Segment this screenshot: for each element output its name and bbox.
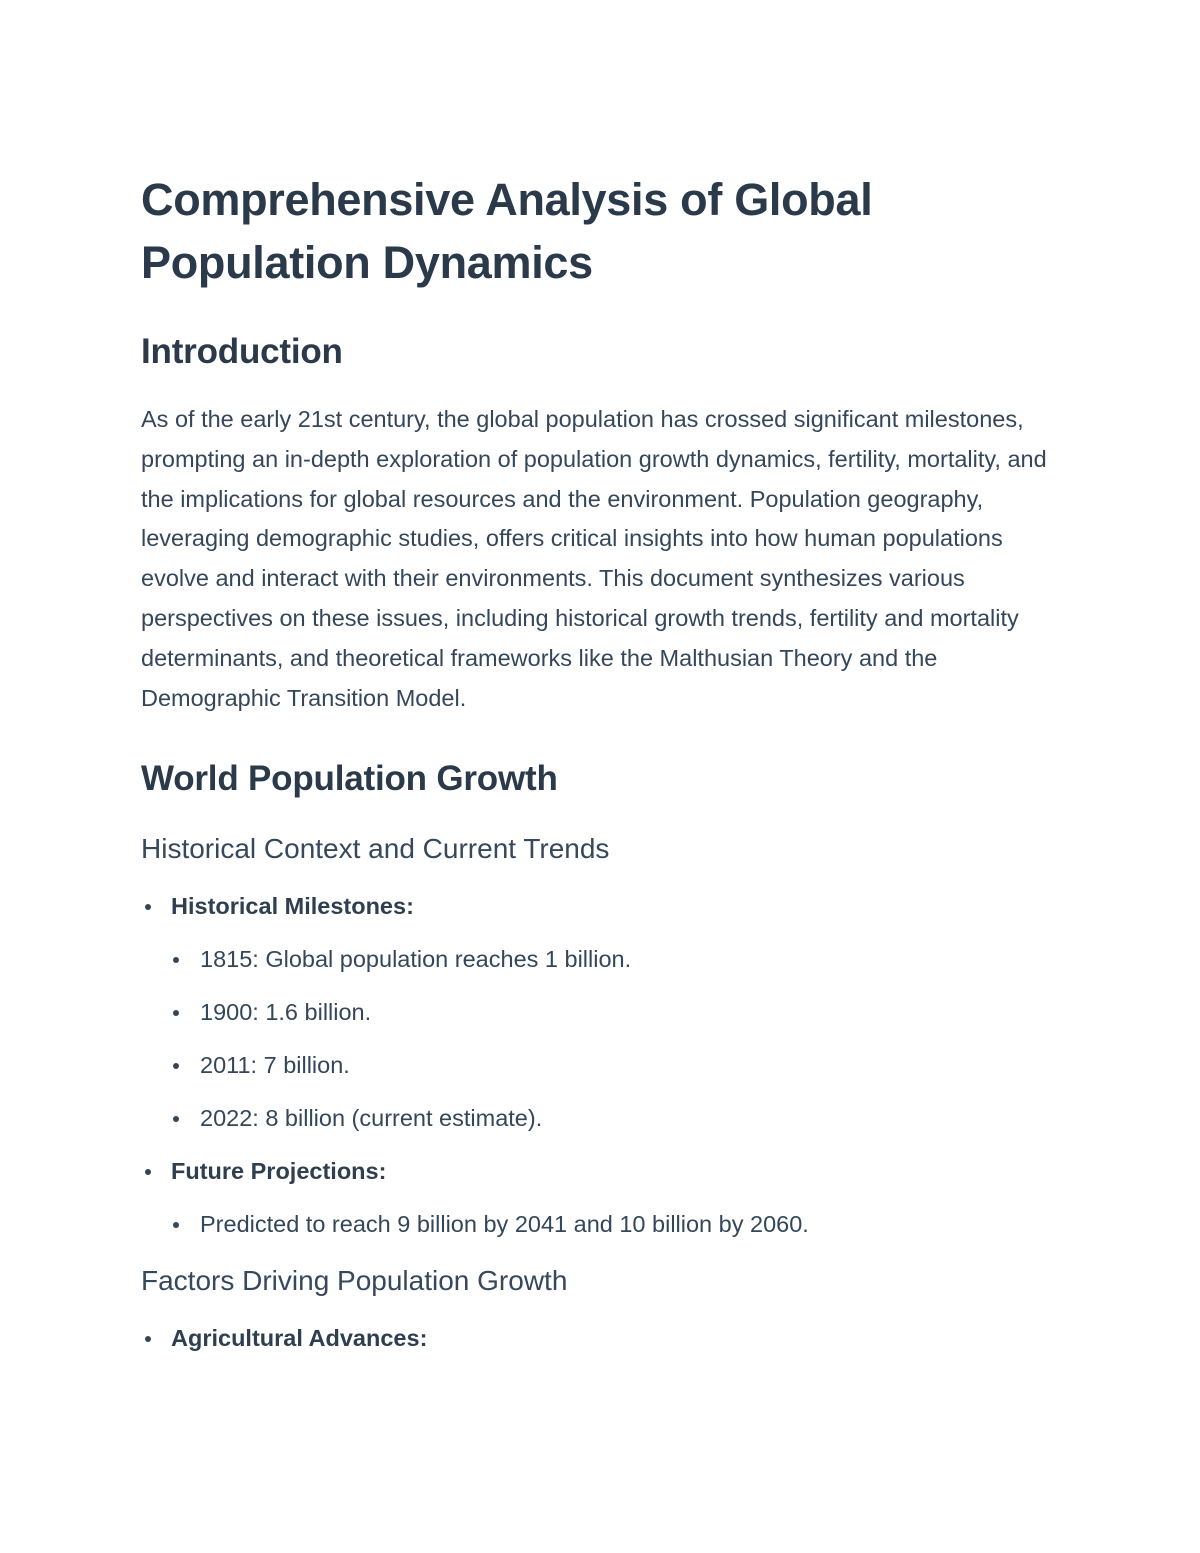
historical-list [141, 891, 1061, 1239]
list-item-text: Predicted to reach 9 billion by 2041 and 10 billion by 2060. [200, 1211, 809, 1238]
bullet-icon [173, 1010, 179, 1016]
list-item-label: Historical Milestones: [171, 893, 414, 920]
bullet-icon [145, 1336, 151, 1342]
list-item-milestone [141, 944, 1061, 974]
bullet-icon [173, 1063, 179, 1069]
bullet-icon [173, 1222, 179, 1228]
list-item-projection [141, 1209, 1061, 1239]
factors-list [141, 1323, 1061, 1353]
list-item-text: 1815: Global population reaches 1 billion. [200, 946, 632, 973]
section-heading-introduction: Introduction [141, 332, 343, 371]
list-item-agricultural-advances [141, 1323, 1061, 1353]
bullet-icon [173, 1116, 179, 1122]
list-item-text: 2022: 8 billion (current estimate). [200, 1105, 543, 1132]
document-page [141, 168, 1061, 1353]
subsection-heading-factors: Factors Driving Population Growth [141, 1265, 568, 1297]
list-item-milestone [141, 997, 1061, 1027]
bullet-icon [145, 904, 151, 910]
list-item-label: Agricultural Advances: [171, 1325, 428, 1352]
bullet-icon [173, 957, 179, 963]
list-item-future-projections [141, 1156, 1061, 1186]
introduction-paragraph: As of the early 21st century, the global population has crossed significant milestones, prompting an in-depth exploration of population growth dynamics, fertility, mortality, and the implications for global resources and the environment. Population geography, leveraging demographic studies, offers critical insights into how human populations evolve and interact with their environments. This document synthesizes various perspectives on these issues, including historical growth trends, fertility and mortality determinants, and theoretical frameworks like the Malthusian Theory and the Demographic Transition Model. [141, 406, 1047, 711]
list-item-historical-milestones [141, 891, 1061, 921]
list-item-text: 1900: 1.6 billion. [200, 999, 372, 1026]
bullet-icon [145, 1169, 151, 1175]
section-heading-world-population-growth: World Population Growth [141, 759, 558, 799]
list-item-label: Future Projections: [171, 1158, 387, 1185]
list-item-text: 2011: 7 billion. [200, 1052, 350, 1079]
list-item-milestone [141, 1103, 1061, 1133]
list-item-milestone [141, 1050, 1061, 1080]
document-title: Comprehensive Analysis of Global Population Dynamics [141, 174, 873, 288]
subsection-heading-historical-context: Historical Context and Current Trends [141, 833, 610, 865]
